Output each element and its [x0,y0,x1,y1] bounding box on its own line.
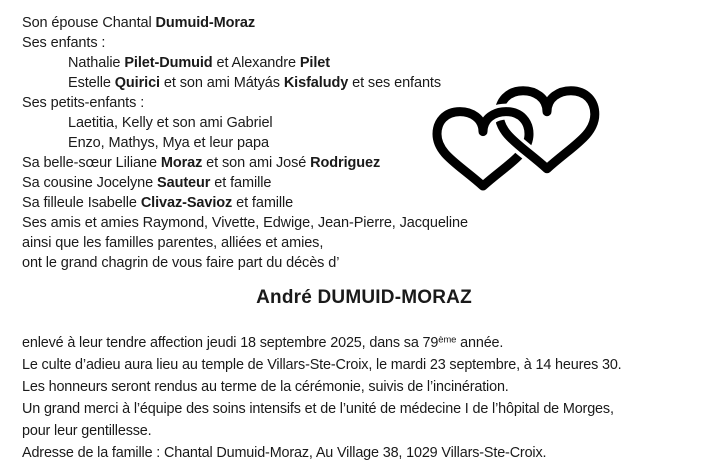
text-segment: Ses enfants : [22,35,106,51]
text-segment: ème [438,334,457,346]
text-segment: Sa filleule Isabelle [22,195,141,211]
details-line [22,420,622,442]
family-line [22,13,468,33]
family-line [22,173,468,193]
text-segment: Sauteur [157,175,211,191]
text-segment: Estelle [68,75,115,91]
text-segment: ainsi que les familles parentes, alliées et amies, [22,235,324,251]
text-segment: et ses enfants [348,75,441,91]
text-segment: Ses petits-enfants : [22,95,145,111]
text-segment: année. [456,335,504,351]
family-line [22,213,468,233]
details-line [22,332,622,354]
text-segment: Le culte d’adieu aura lieu au temple de Villars-Ste-Croix, le mardi 23 septembre, à 14 heures 30. [22,357,622,373]
text-segment: et famille [232,195,294,211]
family-line [22,133,468,153]
text-segment: Rodriguez [310,155,381,171]
text-segment: et Alexandre [212,55,300,71]
text-segment: et son ami Mátyás [159,75,284,91]
text-segment: Ses amis et amies Raymond, Vivette, Edwige, Jean-Pierre, Jacqueline [22,215,468,231]
interlocked-hearts-icon [429,86,601,191]
text-segment: enlevé à leur tendre affection jeudi 18 septembre 2025, dans sa 79 [22,335,439,351]
family-line [22,53,468,73]
text-segment: et famille [210,175,272,191]
text-segment: ont le grand chagrin de vous faire part du décès d’ [22,255,340,271]
text-segment: Sa belle-sœur Liliane [22,155,161,171]
text-segment: Moraz [160,155,203,171]
family-line [22,73,468,93]
text-segment: Un grand merci à l’équipe des soins intensifs et de l’unité de médecine I de l’hôpital de Morges, [22,401,614,417]
deceased-name: André DUMUID-MORAZ [256,287,472,308]
text-segment: Sa cousine Jocelyne [22,175,158,191]
details-line [22,354,622,376]
text-segment: Laetitia, Kelly et son ami Gabriel [68,115,273,131]
family-line [22,33,468,53]
text-segment: Son épouse Chantal [22,15,156,31]
text-segment: Dumuid-Moraz [155,15,256,31]
family-line [22,193,468,213]
hearts-group [437,91,595,186]
details-line [22,398,622,420]
text-segment: pour leur gentillesse. [22,423,152,439]
family-line [22,253,468,273]
ceremony-details [22,332,622,464]
text-segment: Les honneurs seront rendus au terme de la cérémonie, suivis de l’incinération. [22,379,509,395]
details-line [22,442,622,464]
family-line [22,113,468,133]
family-line [22,93,468,113]
text-segment: Pilet [299,55,330,71]
text-segment: Clivaz-Savioz [140,195,233,211]
text-segment: Pilet-Dumuid [124,55,213,71]
text-segment: Nathalie [68,55,125,71]
text-segment: Kisfaludy [283,75,349,91]
family-line [22,233,468,253]
text-segment: et son ami José [202,155,311,171]
family-line [22,153,468,173]
text-segment: Adresse de la famille : Chantal Dumuid-Moraz, Au Village 38, 1029 Villars-Ste-Croix. [22,445,547,461]
family-list [22,13,468,273]
text-segment: Enzo, Mathys, Mya et leur papa [68,135,269,151]
details-line [22,376,622,398]
text-segment: Quirici [114,75,160,91]
